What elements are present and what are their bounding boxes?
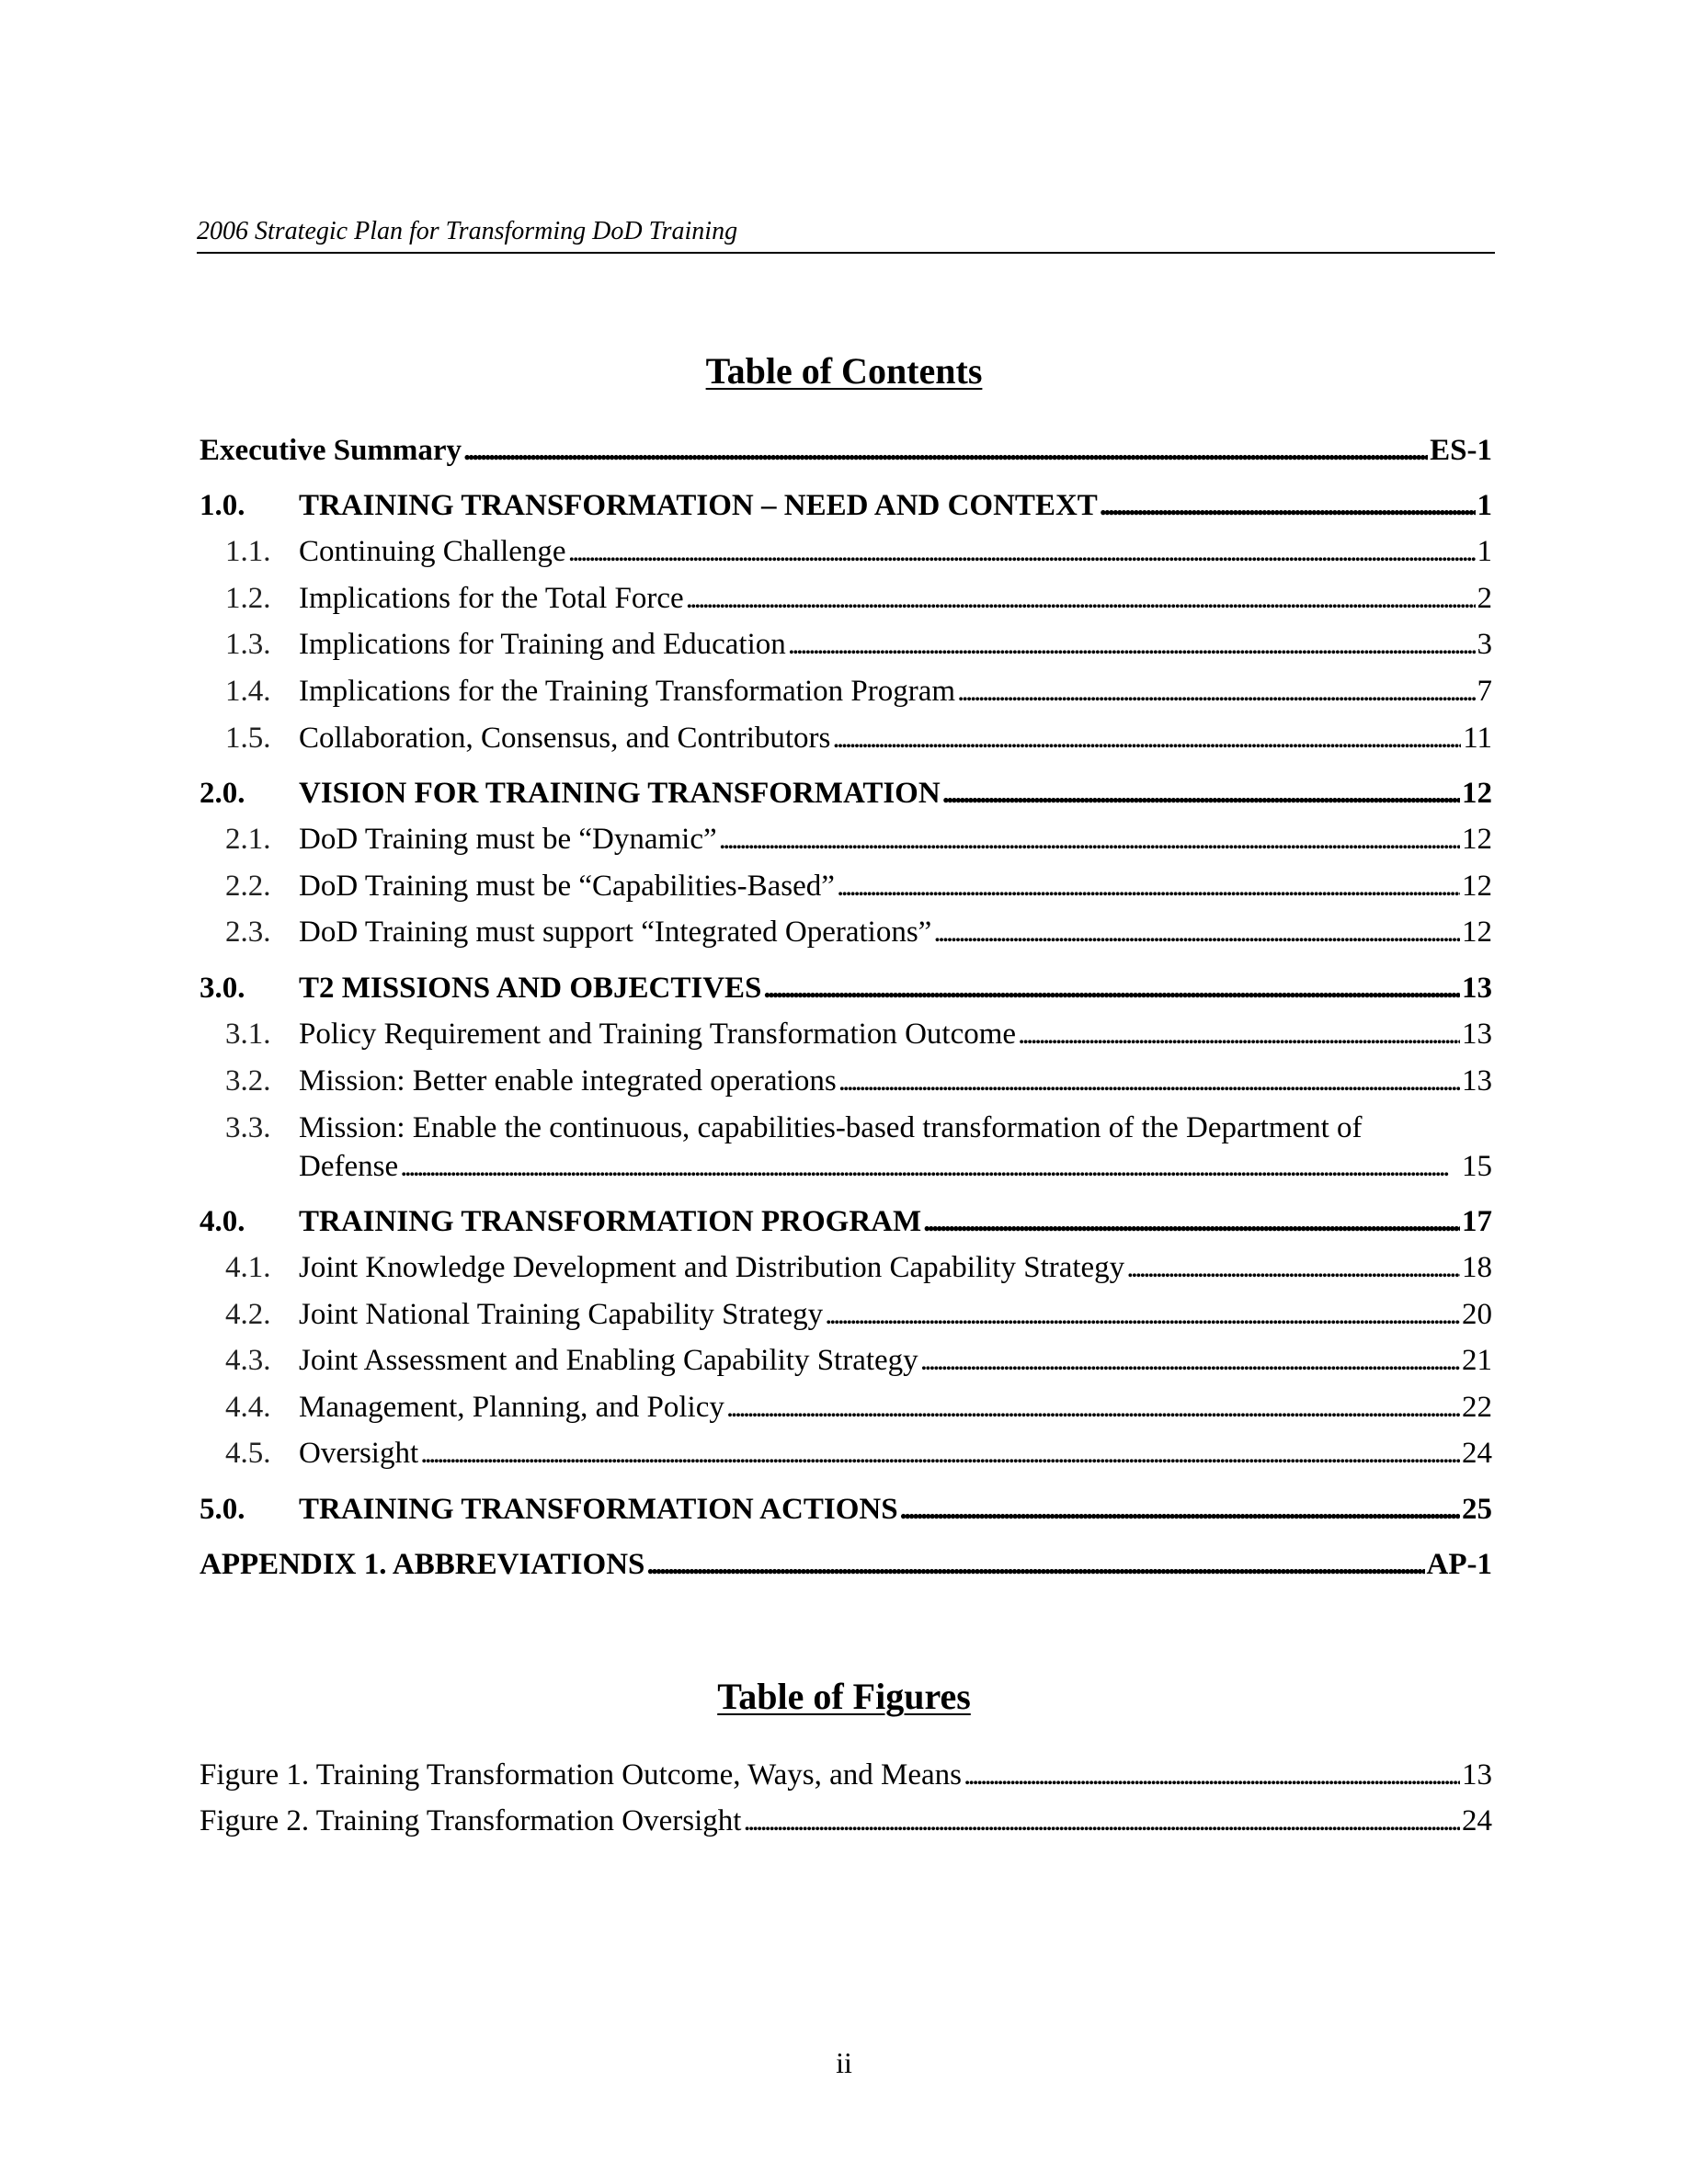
tof-entry-page: 24 <box>1462 1804 1492 1837</box>
toc-entry-page: 20 <box>1462 1298 1492 1331</box>
toc-entry-text: Joint Assessment and Enabling Capability Strategy <box>299 1344 918 1377</box>
toc-entry-page: 25 <box>1462 1493 1492 1526</box>
toc-title: Table of Contents <box>705 350 983 392</box>
toc-entry-4-0[interactable] <box>200 1203 1492 1240</box>
toc-entry-number: 3.3. <box>225 1111 271 1144</box>
toc-entry-2-1[interactable] <box>225 821 1492 858</box>
toc-entry-page: AP-1 <box>1426 1548 1492 1581</box>
dot-leader <box>646 1546 1424 1583</box>
toc-entry-3-0[interactable] <box>200 970 1492 1007</box>
toc-entry-page: 12 <box>1462 823 1492 856</box>
toc-entry-3-3[interactable] <box>225 1109 1492 1146</box>
toc-entry-page: 13 <box>1462 1018 1492 1051</box>
dot-leader <box>923 1203 1460 1240</box>
toc-entry-text: Joint National Training Capability Strategy <box>299 1298 824 1331</box>
toc-entry-2-2[interactable] <box>225 868 1492 904</box>
toc-entry-appendix-1[interactable] <box>200 1546 1492 1583</box>
dot-leader <box>933 914 1460 950</box>
dot-leader <box>763 970 1460 1007</box>
toc-entry-page: 12 <box>1462 916 1492 949</box>
toc-entry-4-4[interactable] <box>225 1389 1492 1426</box>
toc-entry-number: 2.1. <box>225 823 271 856</box>
toc-entry-4-2[interactable] <box>225 1296 1492 1333</box>
dot-leader <box>920 1342 1460 1379</box>
dot-leader <box>463 432 1428 469</box>
dot-leader <box>942 775 1460 812</box>
toc-entry-3-2[interactable] <box>225 1063 1492 1099</box>
dot-leader <box>837 868 1460 904</box>
toc-entry-number: 2.3. <box>225 916 271 949</box>
toc-entry-page: 15 <box>1462 1150 1492 1183</box>
toc-entry-text: TRAINING TRANSFORMATION ACTIONS <box>299 1493 898 1526</box>
dot-leader <box>719 821 1460 858</box>
toc-entry-number: 4.4. <box>225 1391 271 1424</box>
dot-leader <box>832 720 1461 756</box>
toc-entry-5-0[interactable] <box>200 1491 1492 1528</box>
toc-entry-number: 3.1. <box>225 1018 271 1051</box>
dot-leader <box>957 673 1475 710</box>
toc-entry-number: 1.5. <box>225 722 271 755</box>
toc-entry-page: 12 <box>1462 870 1492 903</box>
toc-entry-number: 1.1. <box>225 535 271 568</box>
running-header: 2006 Strategic Plan for Transforming DoD Training <box>197 213 1495 254</box>
toc-entry-text: DoD Training must be “Dynamic” <box>299 823 717 856</box>
tof-entry-figure-2[interactable] <box>200 1803 1492 1839</box>
toc-entry-number: 2.0. <box>200 777 245 810</box>
toc-entry-text: APPENDIX 1. ABBREVIATIONS <box>200 1548 645 1581</box>
toc-entry-number: 3.0. <box>200 972 245 1005</box>
toc-entry-page: 22 <box>1462 1391 1492 1424</box>
dot-leader <box>1100 487 1476 524</box>
toc-entry-number: 1.3. <box>225 628 271 661</box>
dot-leader <box>1126 1249 1460 1286</box>
toc-entry-page: 13 <box>1462 972 1492 1005</box>
toc-entry-page: ES-1 <box>1430 434 1492 467</box>
toc-entry-number: 2.2. <box>225 870 271 903</box>
dot-leader <box>964 1757 1460 1793</box>
toc-entry-number: 3.2. <box>225 1064 271 1098</box>
toc-entry-number: 4.2. <box>225 1298 271 1331</box>
toc-entry-page: 11 <box>1463 722 1492 755</box>
toc-entry-1-5[interactable] <box>225 720 1492 756</box>
toc-entry-page: 18 <box>1462 1251 1492 1284</box>
toc-entry-page: 1 <box>1477 535 1492 568</box>
tof-title: Table of Figures <box>717 1676 971 1717</box>
toc-entry-1-3[interactable] <box>225 626 1492 663</box>
tof-entry-figure-1[interactable] <box>200 1757 1492 1793</box>
toc-entry-executive-summary[interactable] <box>200 432 1492 469</box>
toc-entry-4-1[interactable] <box>225 1249 1492 1286</box>
toc-entry-number: 4.5. <box>225 1437 271 1470</box>
toc-entry-1-1[interactable] <box>225 533 1492 570</box>
page-number: ii <box>836 2046 852 2079</box>
toc-entry-text: Policy Requirement and Training Transformation Outcome <box>299 1018 1017 1051</box>
toc-entry-text: Executive Summary <box>200 434 462 467</box>
toc-entry-text: T2 MISSIONS AND OBJECTIVES <box>299 972 762 1005</box>
toc-entry-number: 1.4. <box>225 675 271 708</box>
toc-entry-text: Mission: Better enable integrated operations <box>299 1064 837 1098</box>
toc-entry-3-1[interactable] <box>225 1016 1492 1052</box>
toc-entry-page: 1 <box>1477 489 1492 522</box>
dot-leader <box>686 580 1476 617</box>
toc-entry-text: Oversight <box>299 1437 419 1470</box>
toc-entry-number: 4.0. <box>200 1205 245 1238</box>
dot-leader <box>743 1803 1460 1839</box>
toc-entry-text: DoD Training must be “Capabilities-Based” <box>299 870 835 903</box>
toc-entry-text: TRAINING TRANSFORMATION – NEED AND CONTEXT <box>299 489 1098 522</box>
toc-entry-text: Joint Knowledge Development and Distribution Capability Strategy <box>299 1251 1125 1284</box>
toc-entry-page: 3 <box>1477 628 1492 661</box>
toc-entry-4-5[interactable] <box>225 1435 1492 1472</box>
toc-entry-text: Mission: Enable the continuous, capabilities-based transformation of the Department of <box>299 1111 1363 1144</box>
toc-entry-1-0[interactable] <box>200 487 1492 524</box>
dot-leader <box>1018 1016 1460 1052</box>
dot-leader <box>568 533 1476 570</box>
dot-leader <box>900 1491 1460 1528</box>
dot-leader <box>726 1389 1460 1426</box>
toc-entry-text: TRAINING TRANSFORMATION PROGRAM <box>299 1205 922 1238</box>
toc-entry-page: 12 <box>1462 777 1492 810</box>
toc-entry-text: Implications for Training and Education <box>299 628 786 661</box>
toc-entry-number: 1.2. <box>225 582 271 615</box>
toc-entry-text: Defense <box>299 1150 399 1183</box>
toc-entry-page: 21 <box>1462 1344 1492 1377</box>
toc-entry-text: Continuing Challenge <box>299 535 566 568</box>
dot-leader <box>420 1435 1460 1472</box>
toc-entry-number: 5.0. <box>200 1493 245 1526</box>
toc-entry-1-4[interactable] <box>225 673 1492 710</box>
toc-entry-number: 4.3. <box>225 1344 271 1377</box>
tof-entry-text: Figure 1. Training Transformation Outcome, Ways, and Means <box>200 1758 963 1792</box>
dot-leader <box>838 1063 1460 1099</box>
tof-entry-page: 13 <box>1462 1758 1492 1792</box>
toc-entry-4-3[interactable] <box>225 1342 1492 1379</box>
toc-entry-text: Implications for the Training Transformation Program <box>299 675 956 708</box>
toc-entry-1-2[interactable] <box>225 580 1492 617</box>
toc-entry-page: 7 <box>1477 675 1492 708</box>
toc-entry-page: 24 <box>1462 1437 1492 1470</box>
toc-entry-text: Implications for the Total Force <box>299 582 684 615</box>
toc-entry-number: 1.0. <box>200 489 245 522</box>
toc-entry-text: VISION FOR TRAINING TRANSFORMATION <box>299 777 941 810</box>
toc-entry-page: 17 <box>1462 1205 1492 1238</box>
toc-entry-text: Management, Planning, and Policy <box>299 1391 724 1424</box>
toc-entry-number: 4.1. <box>225 1251 271 1284</box>
toc-entry-3-3-continuation[interactable] <box>299 1148 1492 1185</box>
toc-entry-page: 13 <box>1462 1064 1492 1098</box>
toc-entry-text: Collaboration, Consensus, and Contributors <box>299 722 831 755</box>
toc-entry-text: DoD Training must support “Integrated Operations” <box>299 916 932 949</box>
dot-leader <box>400 1148 1460 1185</box>
dot-leader <box>825 1296 1460 1333</box>
toc-entry-2-3[interactable] <box>225 914 1492 950</box>
dot-leader <box>788 626 1476 663</box>
toc-entry-2-0[interactable] <box>200 775 1492 812</box>
tof-entry-text: Figure 2. Training Transformation Oversight <box>200 1804 742 1837</box>
toc-entry-page: 2 <box>1477 582 1492 615</box>
